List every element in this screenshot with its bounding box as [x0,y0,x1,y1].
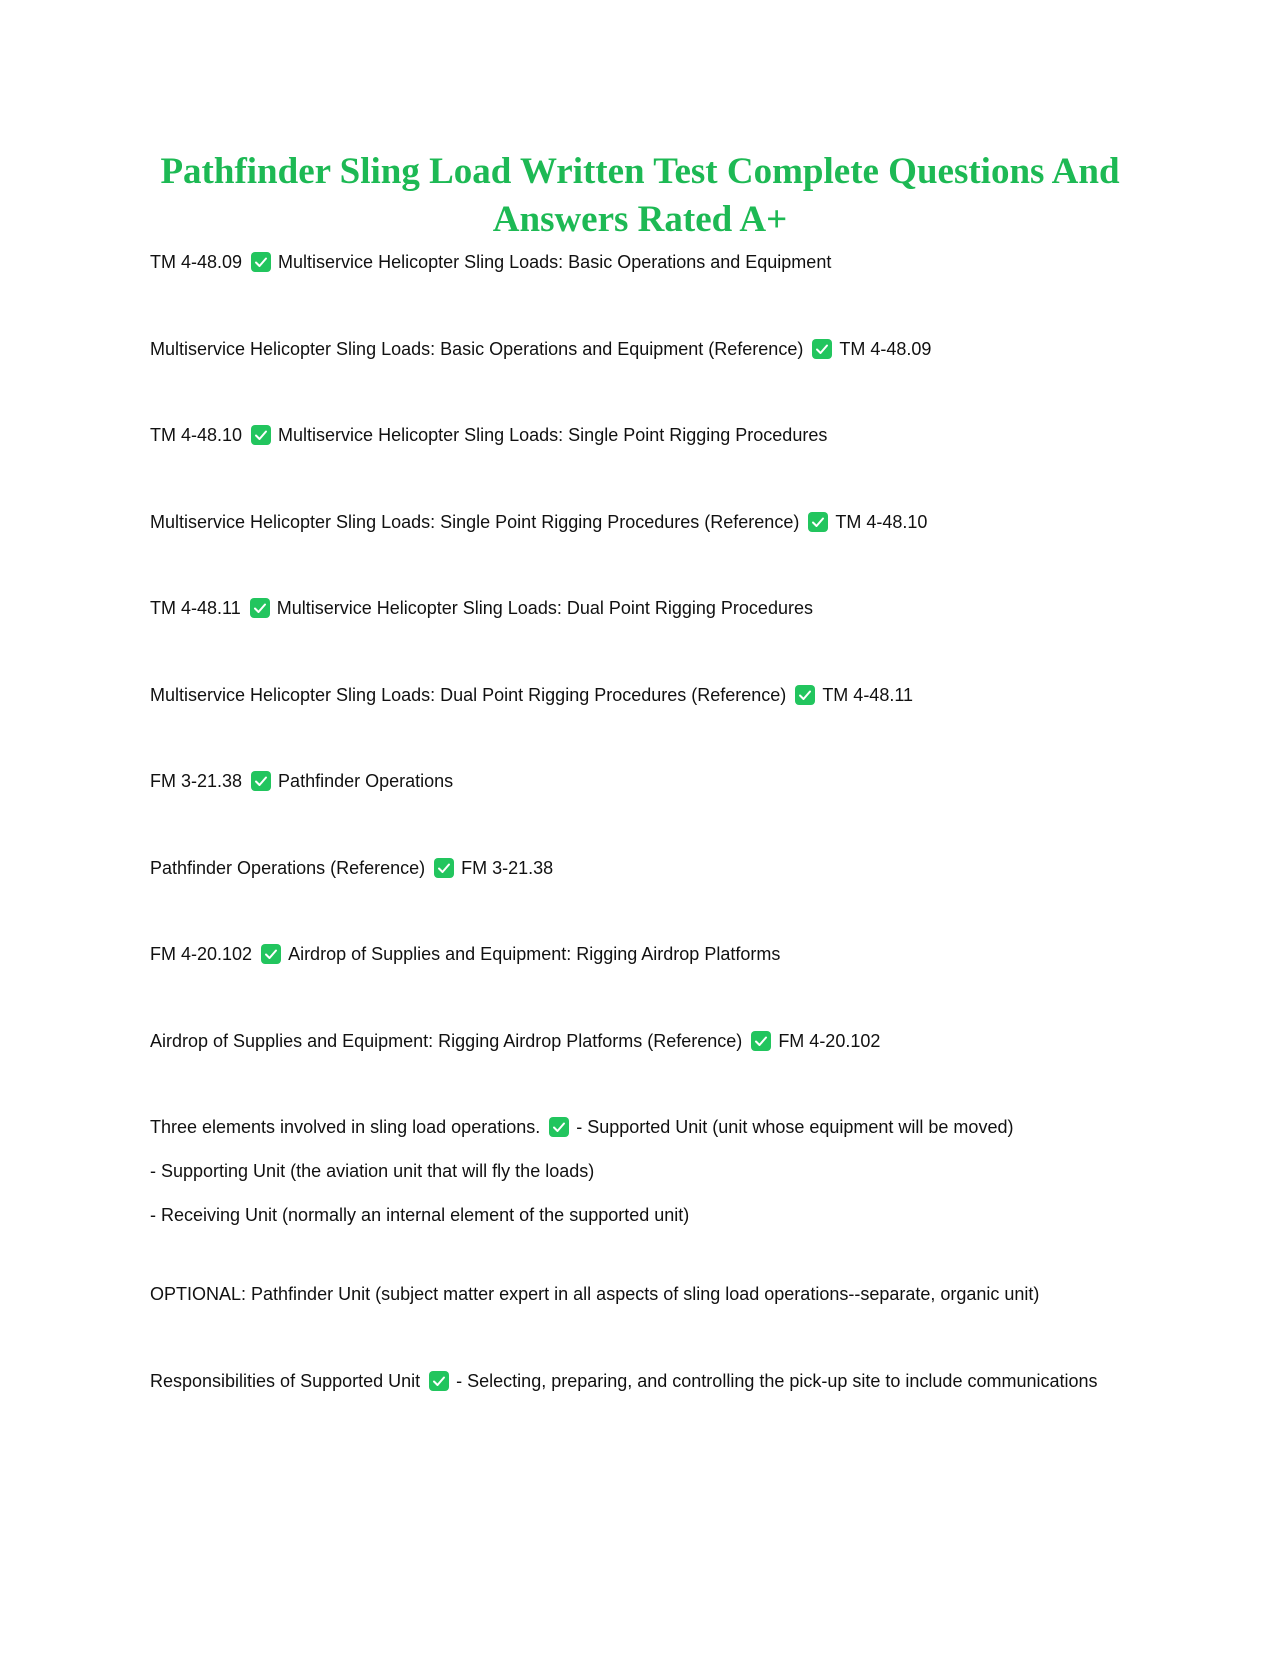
check-box-icon [751,1031,771,1051]
question-text: Pathfinder Operations (Reference) [150,858,426,878]
qa-item [150,509,1130,536]
answer-text: FM 4-20.102 [778,1031,881,1051]
answer-text: - Supported Unit (unit whose equipment will be moved) [576,1117,1014,1137]
question-text: Multiservice Helicopter Sling Loads: Basic Operations and Equipment (Reference) [150,339,804,359]
check-box-icon [795,685,815,705]
check-box-icon [251,771,271,791]
qa-item [150,249,1130,276]
answer-continuation: - Receiving Unit (normally an internal element of the supported unit) [150,1205,690,1225]
question-text: Airdrop of Supplies and Equipment: Rigging Airdrop Platforms (Reference) [150,1031,743,1051]
check-box-icon [812,339,832,359]
qa-item [150,1368,1130,1395]
answer-text: TM 4-48.11 [822,685,914,705]
qa-item [150,422,1130,449]
check-box-icon [261,944,281,964]
answer-text: Pathfinder Operations [278,771,454,791]
answer-continuation: - Supporting Unit (the aviation unit that will fly the loads) [150,1161,595,1181]
question-text: TM 4-48.09 [150,252,243,272]
check-box-icon [251,425,271,445]
qa-item [150,941,1130,968]
document-page [150,0,1130,244]
question-text: FM 4-20.102 [150,944,253,964]
question-text: Responsibilities of Supported Unit [150,1371,421,1391]
qa-item [150,768,1130,795]
optional-note: OPTIONAL: Pathfinder Unit (subject matter expert in all aspects of sling load operations--separate, organic unit) [150,1284,1040,1304]
check-box-icon [251,252,271,272]
answer-text: TM 4-48.09 [839,339,932,359]
qa-item [150,855,1130,882]
check-box-icon [250,598,270,618]
check-box-icon [808,512,828,532]
question-text: Three elements involved in sling load operations. [150,1117,541,1137]
qa-item [150,595,1130,622]
question-text: Multiservice Helicopter Sling Loads: Dual Point Rigging Procedures (Reference) [150,685,787,705]
document-title: Pathfinder Sling Load Written Test Complete Questions And Answers Rated A+ [160,151,1120,240]
answer-text: Multiservice Helicopter Sling Loads: Basic Operations and Equipment [278,252,832,272]
qa-item [150,682,1130,709]
qa-item [150,336,1130,363]
answer-text: Airdrop of Supplies and Equipment: Rigging Airdrop Platforms [288,944,781,964]
question-text: TM 4-48.11 [150,598,241,618]
question-text: Multiservice Helicopter Sling Loads: Single Point Rigging Procedures (Reference) [150,512,800,532]
qa-item [150,1028,1130,1055]
check-box-icon [434,858,454,878]
answer-text: TM 4-48.10 [835,512,928,532]
answer-text: Multiservice Helicopter Sling Loads: Dual Point Rigging Procedures [276,598,813,618]
qa-item [150,1114,1130,1229]
check-box-icon [429,1371,449,1391]
answer-text: - Selecting, preparing, and controlling the pick-up site to include communications [456,1371,1098,1391]
check-box-icon [549,1117,569,1137]
answer-text: Multiservice Helicopter Sling Loads: Single Point Rigging Procedures [278,425,828,445]
question-text: FM 3-21.38 [150,771,243,791]
answer-text: FM 3-21.38 [461,858,554,878]
question-text: TM 4-48.10 [150,425,243,445]
